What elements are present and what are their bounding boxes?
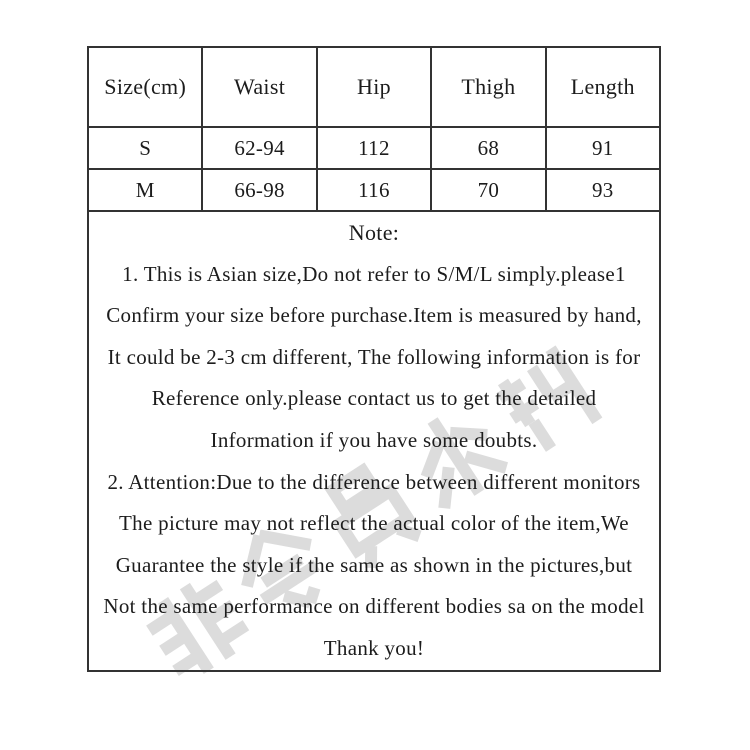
header-hip: Hip xyxy=(317,47,431,127)
header-size-cm: Size(cm) xyxy=(88,47,202,127)
cell-s-waist: 62-94 xyxy=(202,127,316,169)
note-line-2: Confirm your size before purchase.Item is measured by hand, xyxy=(106,303,642,328)
cell-size-s: S xyxy=(88,127,202,169)
header-length: Length xyxy=(546,47,660,127)
table-row-size-s xyxy=(88,127,660,169)
note-line-9: Not the same performance on different bodies sa on the model xyxy=(103,594,645,619)
cell-m-waist: 66-98 xyxy=(202,169,316,211)
note-line-thank-you: Thank you! xyxy=(323,635,425,660)
header-waist: Waist xyxy=(202,47,316,127)
cell-m-thigh: 70 xyxy=(431,169,545,211)
cell-size-m: M xyxy=(88,169,202,211)
note-title: Note: xyxy=(348,220,400,245)
note-line-3: It could be 2-3 cm different, The following information is for xyxy=(107,344,641,369)
cell-s-length: 91 xyxy=(546,127,660,169)
note-row xyxy=(88,211,660,671)
cell-s-hip: 112 xyxy=(317,127,431,169)
note-line-6: 2. Attention:Due to the difference between different monitors xyxy=(107,469,641,494)
note-section xyxy=(88,211,660,671)
cell-m-hip: 116 xyxy=(317,169,431,211)
note-line-1: 1. This is Asian size,Do not refer to S/M/L simply.please1 xyxy=(122,261,626,286)
size-table xyxy=(87,46,661,672)
note-line-4: Reference only.please contact us to get the detailed xyxy=(151,386,597,411)
cell-s-thigh: 68 xyxy=(431,127,545,169)
note-line-8: Guarantee the style if the same as shown in the pictures,but xyxy=(115,552,633,577)
note-line-7: The picture may not reflect the actual color of the item,We xyxy=(119,511,629,536)
table-header-row xyxy=(88,47,660,127)
table-row-size-m xyxy=(88,169,660,211)
note-line-5: Information if you have some doubts. xyxy=(210,427,538,452)
cell-m-length: 93 xyxy=(546,169,660,211)
header-thigh: Thigh xyxy=(431,47,545,127)
note-text-block xyxy=(89,212,659,670)
